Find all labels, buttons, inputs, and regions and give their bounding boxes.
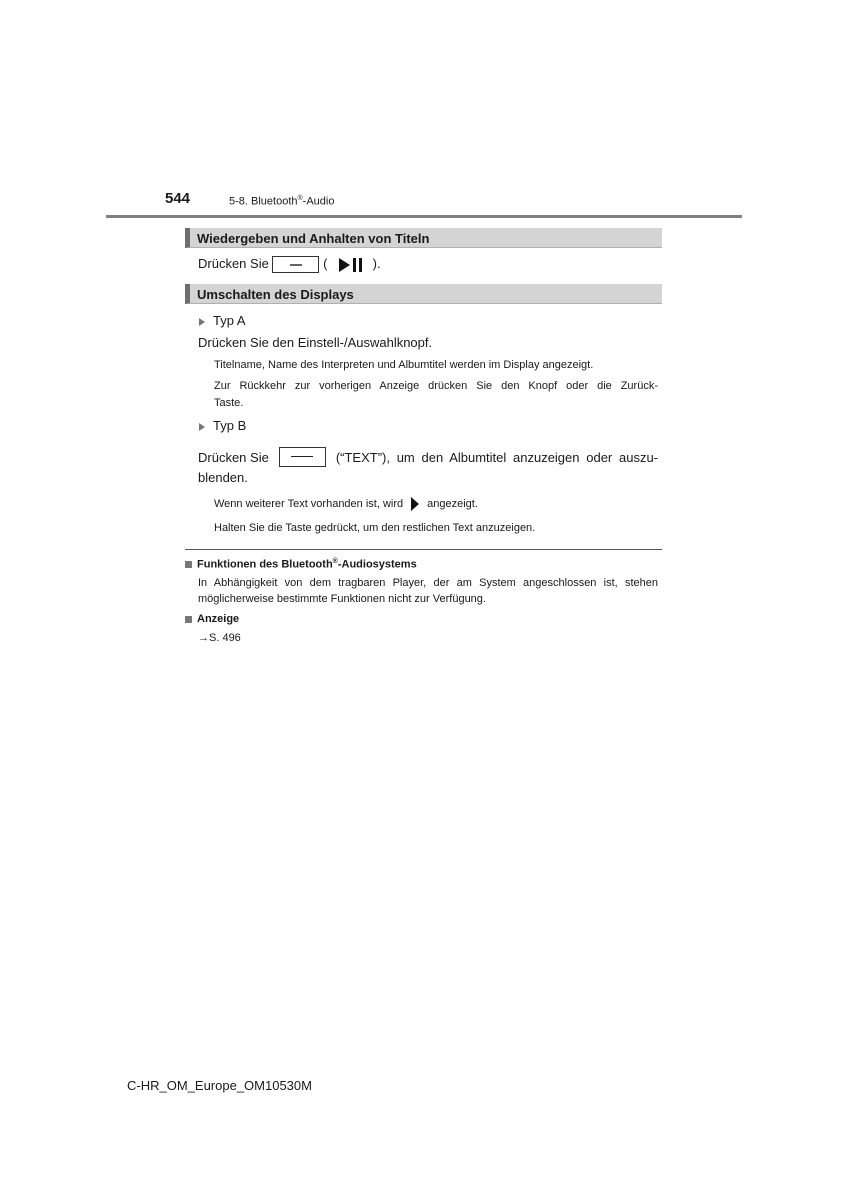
footer-code: C-HR_OM_Europe_OM10530M — [127, 1078, 312, 1093]
display-page-ref: →S. 496 — [198, 632, 241, 644]
play-pause-icon — [339, 257, 365, 273]
typ-a-note-2-line1: Zur Rückkehr zur vorherigen Anzeige drücken Sie den Knopf oder die Zurück- — [214, 380, 658, 392]
text-button-icon — [279, 447, 326, 467]
functions-text-line1: In Abhängigkeit von dem tragbaren Player, der am System angeschlossen ist, stehen — [198, 577, 658, 589]
square-bullet-icon — [185, 616, 192, 623]
notes-rule — [185, 549, 662, 550]
typ-b-note-1: Wenn weiterer Text vorhanden ist, wird angezeigt. — [214, 497, 478, 510]
section-title: Umschalten des Displays — [197, 287, 354, 302]
registered-mark: ® — [297, 195, 303, 202]
section-bar-play-pause — [185, 228, 662, 248]
typ-a-note-2-line2: Taste. — [214, 397, 244, 409]
functions-text-line2: möglicherweise bestimmte Funktionen nicht zur Verfügung. — [198, 593, 486, 605]
typ-a-note-1: Titelname, Name des Interpreten und Albumtitel werden im Display angezeigt. — [214, 359, 594, 371]
typ-a-label: Typ A — [199, 313, 246, 328]
typ-b-instruction: Drücken Sie (“TEXT”), um den Albumtitel anzuzeigen oder auszu- — [198, 447, 658, 467]
page-number: 544 — [165, 190, 191, 207]
section-title: Wiedergeben und Anhalten von Titeln — [197, 231, 430, 246]
functions-heading: Funktionen des Bluetooth®-Audiosystems — [185, 558, 417, 571]
typ-b-label: Typ B — [199, 418, 246, 433]
header-rule — [106, 215, 742, 218]
typ-b-note-2: Halten Sie die Taste gedrückt, um den restlichen Text anzuzeigen. — [214, 522, 536, 534]
typ-a-instruction: Drücken Sie den Einstell-/Auswahlknopf. — [198, 335, 433, 350]
section-reference — [229, 195, 334, 208]
arrow-marker-icon — [199, 423, 205, 431]
audio-button-icon — [272, 256, 319, 273]
square-bullet-icon — [185, 561, 192, 568]
more-text-arrow-icon — [411, 497, 419, 511]
arrow-marker-icon — [199, 318, 205, 326]
section-bar-display — [185, 284, 662, 304]
typ-b-instruction-line2: blenden. — [198, 470, 248, 485]
display-heading: Anzeige — [185, 613, 239, 625]
section-prefix: 5-8. Bluetooth — [229, 195, 298, 208]
registered-mark: ® — [332, 558, 338, 565]
play-pause-instruction: Drücken Sie ( ). — [198, 256, 381, 273]
section-suffix: -Audio — [302, 195, 335, 208]
